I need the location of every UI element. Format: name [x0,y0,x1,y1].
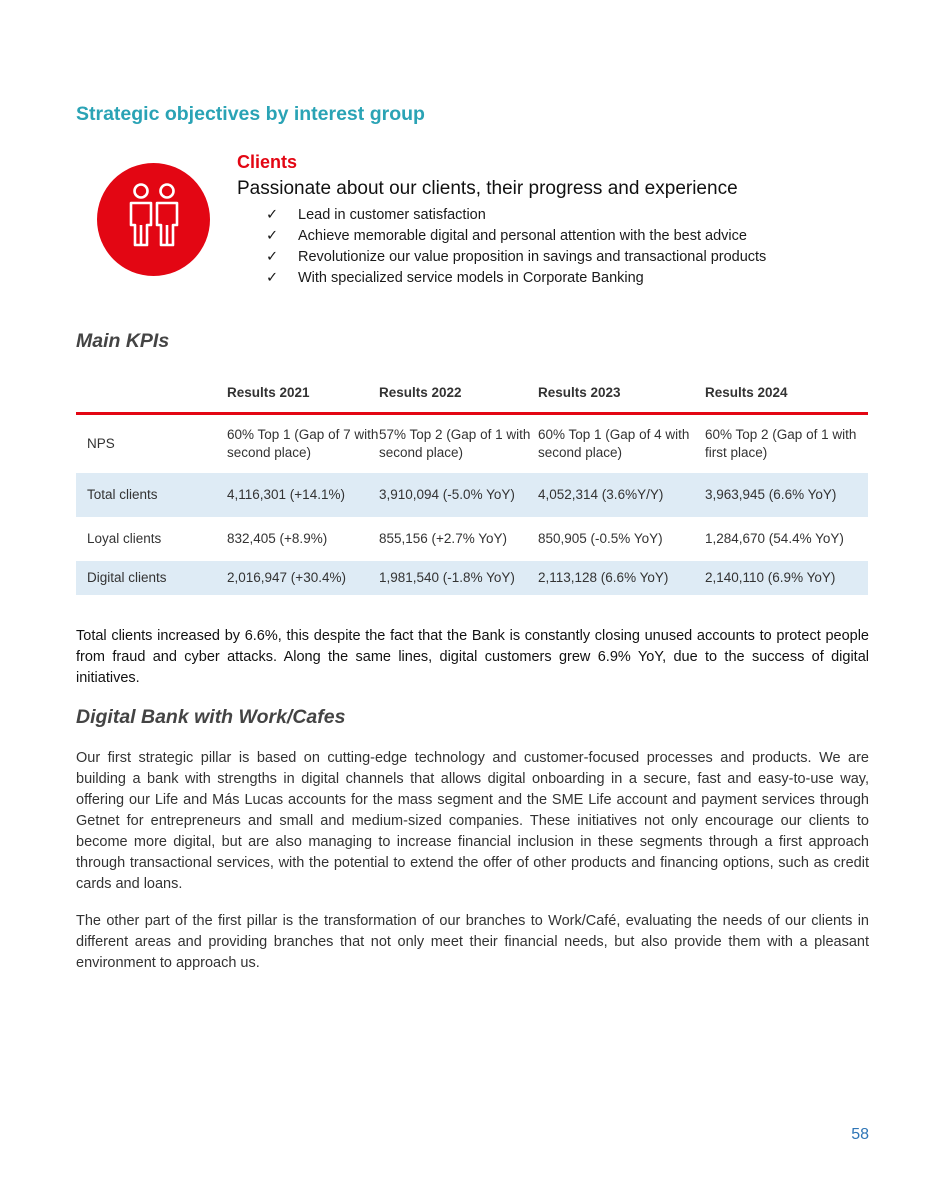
column-header: Results 2022 [379,384,462,400]
column-header: Results 2024 [705,384,788,400]
kpi-title: Main KPIs [76,330,170,352]
clients-objectives-list [266,205,766,289]
section-title: Strategic objectives by interest group [76,103,425,125]
digital-bank-title: Digital Bank with Work/Cafes [76,706,346,728]
table-row: NPS 60% Top 1 (Gap of 7 with second place) 57% Top 2 (Gap of 1 with second place) 60% Top 1 (Gap of 4 with second place) 60% Top 2 (Gap of 1 with first place) [87,427,857,460]
clients-heading: Clients [237,152,298,172]
check-icon: ✓ [266,228,279,244]
check-icon: ✓ [266,270,279,286]
table-row: Loyal clients 832,405 (+8.9%) 855,156 (+2.7% YoY) 850,905 (-0.5% YoY) 1,284,670 (54.4% YoY) [87,531,844,546]
column-header: Results 2023 [538,384,621,400]
page-number: 58 [851,1126,869,1143]
table-row: Digital clients 2,016,947 (+30.4%) 1,981,540 (-1.8% YoY) 2,113,128 (6.6% YoY) 2,140,110 (6.9% YoY) [76,561,868,595]
clients-subheading: Passionate about our clients, their progress and experience [237,178,738,199]
digital-paragraph-2: The other part of the first pillar is the transformation of our branches to Work/Café, evaluating the needs of our clients in different areas and providing branches that not only meet their financial needs, but also provide them with a pleasant environment to approach us. [76,913,869,971]
table-row: Total clients 4,116,301 (+14.1%) 3,910,094 (-5.0% YoY) 4,052,314 (3.6%Y/Y) 3,963,945 (6.6% YoY) [76,473,868,517]
list-item: ✓ Revolutionize our value proposition in savings and transactional products [266,247,766,268]
list-item: ✓ Lead in customer satisfaction [266,205,766,226]
kpi-table [76,372,868,595]
table-header-row [76,372,868,414]
check-icon: ✓ [266,249,279,265]
check-icon: ✓ [266,207,279,223]
digital-paragraph-1: Our first strategic pillar is based on cutting-edge technology and customer-focused processes and products. We are building a bank with strengths in digital channels that allows digital onboarding in a secure, fast and easy-to-use way, offering our Life and Más Lucas accounts for the mass segment and the SME Life account and payment services through Getnet for entrepreneurs and small and medium-sized companies. These initiatives not only encourage our clients to become more digital, but are also managing to increase financial inclusion in these segments through a first approach through transactional services, with the potential to extend the offer of other products and financing options, such as credit cards and loans. [76,750,869,892]
kpi-summary-paragraph: Total clients increased by 6.6%, this despite the fact that the Bank is constantly closing unused accounts to protect people from fraud and cyber attacks. Along the same lines, digital customers grew 6.9% YoY, due to the success of digital initiatives. [76,628,869,686]
list-item: ✓ Achieve memorable digital and personal attention with the best advice [266,226,766,247]
people-icon [97,163,210,276]
list-item: ✓ With specialized service models in Corporate Banking [266,268,766,289]
column-header: Results 2021 [227,384,310,400]
